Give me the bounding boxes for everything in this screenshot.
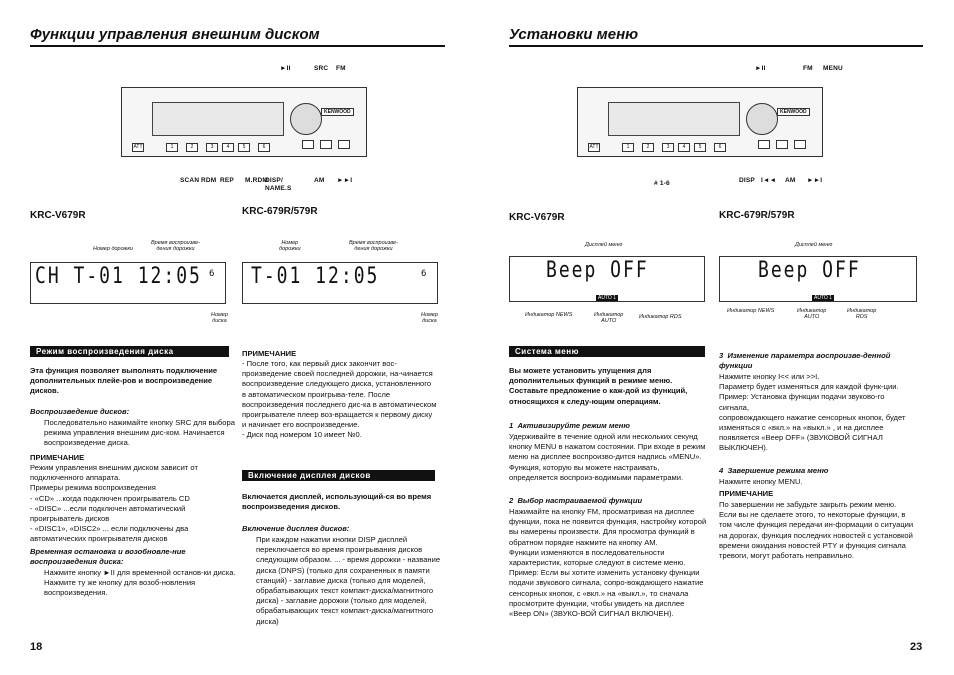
heading-pause: Временная остановка и возобновле-ние воспроизведения диска: [30,547,188,567]
step4-heading: 4 Завершение режима меню [719,466,829,475]
preset-5-button[interactable]: 5 [238,143,250,152]
preset-2-button[interactable]: 2 [642,143,654,152]
lcd-display-a [30,262,226,304]
head-unit-faceplate [577,87,823,157]
lcd-main-text-a: Beep OFF [546,257,649,284]
note-heading-left: ПРИМЕЧАНИЕ [30,453,85,462]
fm-label: FM [803,65,813,72]
preset-1-button[interactable]: 1 [166,143,178,152]
ann-news-b: Индикатор NEWS [727,308,775,314]
step2-heading: 2 Выбор настраиваемой функции [509,496,643,505]
ann-time-b: Время воспроизве- дения дорожки [349,240,398,253]
section-header-disc-mode: Режим воспроизведения диска [30,346,229,357]
preset-6-button[interactable]: 6 [258,143,270,152]
ann-menu-b: Дисплей меню [795,242,833,248]
next-button[interactable] [338,140,350,149]
lcd-main-text-b: T-01 12:05 [251,263,380,290]
title-rule [30,45,445,47]
att-button[interactable]: ATT [133,144,143,150]
lcd-main-text-a: CH T-01 12:05 [35,263,202,290]
display-window [608,102,740,136]
am-label: AM [785,177,796,184]
heading-playback: Воспроизведение дисков: [30,407,130,416]
preset-4-button[interactable]: 4 [678,143,690,152]
prev-label: I◄◄ [761,177,777,184]
mrdm-label: M.RDM [245,177,269,184]
lcd-display-b [242,262,438,304]
next-button[interactable] [794,140,806,149]
section-header-disc-display: Включение дисплея дисков [242,470,435,481]
next-label: ►►I [807,177,823,184]
section-header-menu-system: Система меню [509,346,705,357]
am-button[interactable] [302,140,314,149]
intro-text: Вы можете установить упущения для дополнительных функций в режиме меню. Составьте предложение о каж-дой из функций, относящихся к следу-ющим операциям. [509,366,690,406]
lcd-display-b [719,256,917,302]
fm-label: FM [336,65,346,72]
preset-6-button[interactable]: 6 [714,143,726,152]
head-unit-faceplate [121,87,367,157]
model-label-b: KRC-679R/579R [242,206,318,217]
auto-badge-a: AUTO 1 [598,295,616,301]
ann-disc-a: Номер диска [211,312,228,325]
lcd-display-a [509,256,705,302]
step1-heading: 1 Активизируйте режим меню [509,421,630,430]
ann-menu-a: Дисплей меню [585,242,623,248]
disp-label: DISP [739,177,755,184]
ann-rds-a: Индикатор RDS [639,314,682,320]
ann-time-a: Время воспроизве- дения дорожки [151,240,200,253]
model-label-a: KRC-V679R [509,212,565,223]
ann-track-a: Номер дорожки [93,246,133,252]
ann-auto-a: Индикатор AUTO [594,312,624,325]
scan-label: SCAN [180,177,200,184]
next-label: ►►I [337,177,353,184]
src-label: SRC [314,65,329,72]
lcd-disc-num-b: 6 [421,269,427,279]
menu-label: MENU [823,65,843,72]
ann-track-b: Номер дорожки [279,240,301,253]
ann-disc-b: Номер диска [421,312,438,325]
disp-names-label: DISP/ NAME.S [265,177,292,192]
am-button[interactable] [776,140,788,149]
ann-news-a: Индикатор NEWS [525,312,573,318]
preset-4-button[interactable]: 4 [222,143,234,152]
heading-disc-display: Включение дисплея дисков: [242,524,350,533]
att-button[interactable]: ATT [589,144,599,150]
disc-display-text: При каждом нажатии кнопки DISP дисплей переключается во время проигрывания дисков следующим образом. ... - время дорожки - название диска (DNPS) (только для сохраненных в памяти станций) - заглавие диска (только для моделей, обрабатывающих текст компакт-диска/магнитного диска) - заглавие дорожки (только для моделей, обрабатывающих текст компакт-диска/магнитного диска) [256,535,443,626]
brand-logo: KENWOOD [777,108,810,116]
title-rule [509,45,923,47]
display-window [152,102,284,136]
note-text-right: По завершении не забудьте закрыть режим меню. Если вы не сделаете этого, то некоторые функции, в том числе функция передачи ин-формации о ситуации на дорогах, функция последних новостей с установкой времени ожидания новостей PTY и функция сигнала тревоги, могут работать неправильно. [719,500,916,561]
rep-label: REP [220,177,234,184]
preset-3-button[interactable]: 3 [662,143,674,152]
preset-5-button[interactable]: 5 [694,143,706,152]
step3-text: Нажмите кнопку I<< или >>I. Параметр будет изменяться для каждой функ-ции. Пример: Установка функции подачи звуково-го сигнала, сопровождающего нажатие сенсорных кнопок, будет изменяться с «вкл.» на «выкл.» , и на дисплее появляется «Beep OFF» (ЗВУКОВОЙ СИГНАЛ ВЫКЛЮЧЕН). [719,372,906,453]
right-page [477,0,954,675]
step3-heading: 3 Изменение параметра воспроизве-денной функции [719,351,893,371]
page-number-left: 18 [30,641,43,653]
step1-text: Удерживайте в течение одной или нескольких секунд кнопку MENU в нажатом состоянии. При входе в режим меню на дисплее воспроизво-дится надпись «MENU». Функция, которую вы можете настраивать, определяется воспроиз-водимыми параметрами. [509,432,708,482]
prev-button[interactable] [758,140,770,149]
model-label-b: KRC-679R/579R [719,210,795,221]
note-text-col2: - После того, как первый диск закончит вос-произведение своей последней дорожки, на-чинается воспроизведение следующего диска, установленного в автоматическом проигрыва-теле. После воспроизведения последнего дис-ка в автоматическом проигрывателе плеер воз-вращается к первому диску и начинает его воспроизведение. - Диск под номером 10 имеет №0. [242,359,437,440]
am-button-2[interactable] [320,140,332,149]
volume-knob[interactable] [290,103,322,135]
play-pause-label: ►II [280,65,291,72]
intro-text-2: Включается дисплей, использующий-ся во время воспроизведения дисков. [242,492,434,512]
playback-text: Последовательно нажимайте кнопку SRC для выбора режима управления внешним дис-ком. Начинается воспроизведение диска. [44,418,238,448]
lcd-disc-num-a: 6 [209,269,215,279]
intro-text: Эта функция позволяет выполнять подключение дополнительных плейе-ров и воспроизведение дисков. [30,366,220,396]
preset-2-button[interactable]: 2 [186,143,198,152]
play-pause-label: ►II [755,65,766,72]
brand-logo: KENWOOD [321,108,354,116]
step4-text: Нажмите кнопку MENU. [719,477,803,486]
step2-text: Нажимайте на кнопку FM, просматривая на дисплее функции, пока не появится функция, настройку которой вы намерены произвести. Для просмотра функций в обратном порядке нажмите на кнопку AM. Функции изменяются в последовательности характеристик, которые следуют в системе меню. Пример: Если вы хотите изменить установку функции подачи звукового сигнала, сопро-вождающего нажатие сенсорных кнопок, с «вкл.» на «выкл.», то сначала просмотрите функции, чтобы увидеть на дисплее «Beep ON» (ЗВУКО-ВОЙ СИГНАЛ ВКЛЮЧЕН). [509,507,707,619]
page-title: Функции управления внешним диском [30,26,320,43]
preset-1-button[interactable]: 1 [622,143,634,152]
ann-rds-b: Индикатор RDS [847,308,877,321]
ann-auto-b: Индикатор AUTO [797,308,827,321]
note-heading-col2: ПРИМЕЧАНИЕ [242,349,297,358]
preset-3-button[interactable]: 3 [206,143,218,152]
volume-knob[interactable] [746,103,778,135]
am-label: AM [314,177,325,184]
page-number-right: 23 [910,641,923,653]
model-label-a: KRC-V679R [30,210,86,221]
note-text-left: Режим управления внешним диском зависит от подключенного аппарата. Примеры режима воспроизведения - «CD» ...когда подключен проигрыватель CD - «DISC» ...если подключен автоматический проигрыватель дисков - «DISC1», «DISC2» ... если подключены два автоматических проигрывателя дисков [30,463,198,544]
page-title: Установки меню [509,26,639,43]
auto-badge-b: AUTO 1 [814,295,832,301]
note-heading-right: ПРИМЕЧАНИЕ [719,489,774,498]
pause-text: Нажмите кнопку ►II для временной останов-ки диска. Нажмите ту же кнопку для возоб-новления воспроизведения. [44,568,238,598]
preset-range-label: # 1-6 [654,180,670,187]
rdm-label: RDM [201,177,217,184]
lcd-main-text-b: Beep OFF [758,257,861,284]
